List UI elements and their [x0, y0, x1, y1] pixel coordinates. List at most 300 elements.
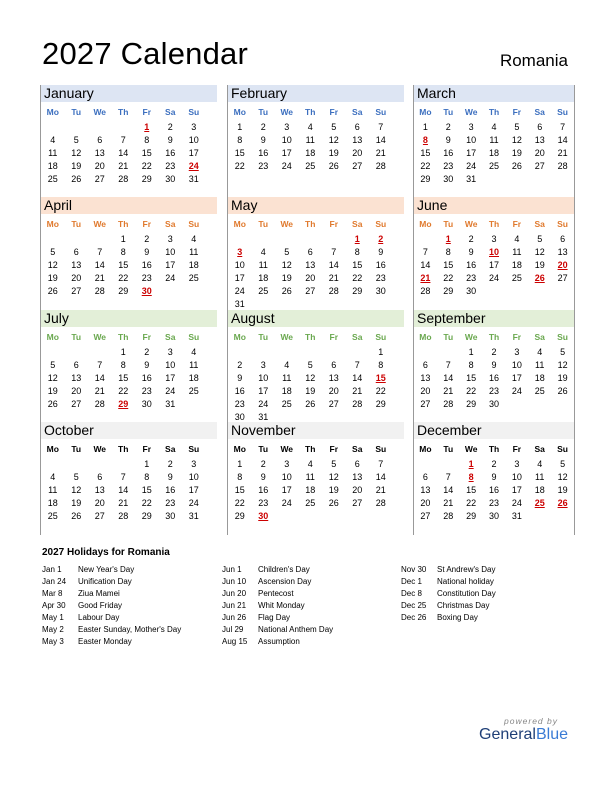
day-cell: 31: [258, 411, 269, 422]
day-cell: 27: [420, 398, 431, 409]
day-cell: 9: [237, 372, 243, 383]
week-row: [414, 146, 574, 159]
month-february: [228, 85, 404, 172]
day-cell: 1: [445, 233, 451, 244]
day-cell: 16: [375, 259, 386, 270]
page-title: 2027 Calendar: [42, 36, 248, 71]
day-cell: 28: [375, 497, 386, 508]
weekday-label: Mo: [233, 106, 246, 117]
day-cell: 18: [47, 497, 58, 508]
day-cell: 28: [375, 160, 386, 171]
day-cell: 10: [281, 134, 292, 145]
month-name: April: [41, 197, 217, 214]
day-cell: 10: [165, 246, 176, 257]
month-january: [41, 85, 217, 185]
weekday-label: Th: [305, 218, 316, 229]
holiday-entry: [222, 564, 333, 576]
weekday-label: Fr: [329, 443, 338, 454]
day-cell: 19: [557, 372, 568, 383]
day-cell: 31: [165, 398, 176, 409]
day-cell: 14: [352, 372, 363, 383]
day-cell: 24: [466, 160, 477, 171]
day-cell: 6: [97, 134, 103, 145]
weekday-label: Mo: [419, 443, 432, 454]
weekday-label: We: [93, 331, 107, 342]
day-cell: 24: [165, 272, 176, 283]
day-cell: 27: [328, 398, 339, 409]
month-september: [414, 310, 574, 410]
week-row: [41, 345, 217, 358]
day-cell: 13: [420, 484, 431, 495]
day-cell: 24: [165, 385, 176, 396]
day-cell: 12: [328, 471, 339, 482]
month-name: December: [414, 422, 574, 439]
day-cell: 3: [284, 458, 290, 469]
weekday-header: [41, 215, 217, 232]
day-cell: 25: [188, 385, 199, 396]
holiday-date: Apr 30: [42, 601, 66, 610]
holiday-date: Aug 15: [222, 637, 248, 646]
weekday-label: Tu: [258, 443, 269, 454]
day-cell: 26: [305, 398, 316, 409]
week-row: [41, 371, 217, 384]
day-cell: 2: [144, 233, 150, 244]
week-row: [228, 384, 404, 397]
day-cell: 29: [352, 285, 363, 296]
weekday-label: Fr: [142, 443, 151, 454]
weekday-label: We: [280, 443, 294, 454]
week-row: [41, 384, 217, 397]
day-cell: 29: [118, 398, 129, 409]
weekday-label: Fr: [329, 218, 338, 229]
holiday-name: Easter Sunday, Mother's Day: [78, 625, 182, 634]
day-cell: 26: [71, 510, 82, 521]
day-cell: 1: [468, 458, 474, 469]
holiday-date: Jun 1: [222, 565, 242, 574]
day-cell: 25: [489, 160, 500, 171]
week-row: [414, 232, 574, 245]
day-cell: 8: [237, 471, 243, 482]
day-cell: 18: [188, 259, 199, 270]
weekday-label: Mo: [46, 443, 59, 454]
day-cell: 14: [420, 259, 431, 270]
week-row: [414, 483, 574, 496]
weekday-label: We: [280, 331, 294, 342]
day-cell: 4: [307, 458, 313, 469]
day-cell: 30: [234, 411, 245, 422]
week-row: [414, 371, 574, 384]
day-cell: 7: [445, 471, 451, 482]
holidays-title: 2027 Holidays for Romania: [42, 547, 170, 558]
day-cell: 3: [514, 346, 520, 357]
holiday-entry: [42, 576, 181, 588]
weekday-label: Mo: [233, 443, 246, 454]
day-cell: 30: [375, 285, 386, 296]
day-cell: 27: [352, 160, 363, 171]
day-cell: 28: [443, 510, 454, 521]
weekday-header: [41, 103, 217, 120]
day-cell: 9: [167, 471, 173, 482]
day-cell: 23: [141, 272, 152, 283]
day-cell: 15: [234, 484, 245, 495]
day-cell: 19: [71, 497, 82, 508]
day-cell: 17: [165, 259, 176, 270]
day-cell: 10: [489, 246, 500, 257]
day-cell: 24: [281, 160, 292, 171]
holiday-entry: [222, 600, 333, 612]
day-cell: 3: [514, 458, 520, 469]
day-cell: 28: [328, 285, 339, 296]
day-cell: 20: [352, 147, 363, 158]
holiday-name: New Year's Day: [78, 565, 135, 574]
holiday-name: Children's Day: [258, 565, 310, 574]
holiday-name: Whit Monday: [258, 601, 305, 610]
week-row: [414, 496, 574, 509]
day-cell: 17: [511, 484, 522, 495]
day-cell: 18: [47, 160, 58, 171]
week-row: [414, 509, 574, 522]
day-cell: 14: [118, 147, 129, 158]
week-row: [41, 483, 217, 496]
week-row: [41, 159, 217, 172]
holiday-name: Good Friday: [78, 601, 123, 610]
day-cell: 6: [354, 458, 360, 469]
week-row: [41, 271, 217, 284]
day-cell: 15: [141, 484, 152, 495]
day-cell: 22: [234, 497, 245, 508]
week-row: [41, 133, 217, 146]
week-row: [41, 258, 217, 271]
day-cell: 27: [305, 285, 316, 296]
month-march: [414, 85, 574, 185]
day-cell: 17: [188, 147, 199, 158]
week-row: [228, 232, 404, 245]
weekday-label: Tu: [443, 331, 454, 342]
weekday-label: Su: [188, 331, 200, 342]
month-name: January: [41, 85, 217, 102]
day-cell: 4: [191, 346, 197, 357]
holiday-name: Ziua Mamei: [78, 589, 120, 598]
day-cell: 23: [258, 497, 269, 508]
holiday-entry: [222, 624, 333, 636]
weekday-label: We: [464, 218, 478, 229]
week-row: [414, 245, 574, 258]
weekday-label: Tu: [258, 106, 269, 117]
day-cell: 9: [378, 246, 384, 257]
day-cell: 12: [71, 147, 82, 158]
day-cell: 1: [237, 121, 243, 132]
day-cell: 2: [260, 121, 266, 132]
day-cell: 29: [420, 173, 431, 184]
day-cell: 12: [305, 372, 316, 383]
day-cell: 17: [281, 147, 292, 158]
day-cell: 10: [165, 359, 176, 370]
day-cell: 28: [94, 398, 105, 409]
day-cell: 23: [141, 385, 152, 396]
day-cell: 20: [557, 259, 568, 270]
weekday-label: Sa: [352, 443, 363, 454]
day-cell: 1: [468, 346, 474, 357]
day-cell: 16: [466, 259, 477, 270]
day-cell: 28: [443, 398, 454, 409]
week-row: [41, 457, 217, 470]
holiday-entry: [401, 612, 496, 624]
day-cell: 5: [50, 359, 56, 370]
day-cell: 30: [165, 173, 176, 184]
holiday-name: St Andrew's Day: [437, 565, 496, 574]
week-row: [228, 457, 404, 470]
weekday-label: Sa: [165, 331, 176, 342]
day-cell: 1: [237, 458, 243, 469]
day-cell: 14: [375, 471, 386, 482]
weekday-label: Su: [557, 331, 569, 342]
day-cell: 18: [305, 484, 316, 495]
weekday-label: Sa: [352, 218, 363, 229]
day-cell: 2: [167, 121, 173, 132]
day-cell: 10: [188, 134, 199, 145]
day-cell: 22: [352, 272, 363, 283]
weekday-label: Mo: [419, 218, 432, 229]
day-cell: 22: [443, 272, 454, 283]
day-cell: 13: [305, 259, 316, 270]
weekday-label: Th: [118, 331, 129, 342]
day-cell: 7: [422, 246, 428, 257]
day-cell: 16: [258, 484, 269, 495]
holiday-entry: [401, 564, 496, 576]
day-cell: 11: [48, 484, 58, 495]
weekday-label: Su: [557, 106, 569, 117]
day-cell: 1: [354, 233, 360, 244]
day-cell: 7: [120, 134, 126, 145]
day-cell: 5: [50, 246, 56, 257]
month-name: July: [41, 310, 217, 327]
day-cell: 14: [443, 372, 454, 383]
day-cell: 11: [258, 259, 268, 270]
day-cell: 29: [375, 398, 386, 409]
day-cell: 1: [422, 121, 428, 132]
day-cell: 26: [557, 385, 568, 396]
day-cell: 28: [118, 173, 129, 184]
day-cell: 31: [234, 298, 245, 309]
week-row: [228, 271, 404, 284]
day-cell: 13: [328, 372, 339, 383]
day-cell: 29: [443, 285, 454, 296]
day-cell: 15: [118, 372, 129, 383]
week-row: [414, 470, 574, 483]
weekday-label: Fr: [512, 218, 522, 229]
day-cell: 16: [443, 147, 454, 158]
day-cell: 19: [511, 147, 522, 158]
day-cell: 5: [560, 458, 566, 469]
holiday-date: Dec 25: [401, 601, 427, 610]
day-cell: 19: [328, 147, 339, 158]
day-cell: 2: [260, 458, 266, 469]
day-cell: 14: [94, 372, 105, 383]
weekday-label: Sa: [352, 106, 363, 117]
day-cell: 9: [491, 359, 497, 370]
day-cell: 30: [489, 398, 500, 409]
day-cell: 7: [97, 359, 103, 370]
day-cell: 26: [328, 160, 339, 171]
week-row: [41, 397, 217, 410]
day-cell: 4: [537, 458, 543, 469]
day-cell: 26: [534, 272, 545, 283]
week-row: [414, 172, 574, 185]
day-cell: 18: [305, 147, 316, 158]
day-cell: 15: [141, 147, 152, 158]
day-cell: 2: [167, 458, 173, 469]
day-cell: 19: [305, 385, 316, 396]
day-cell: 27: [352, 497, 363, 508]
weekday-label: Tu: [71, 331, 82, 342]
day-cell: 28: [420, 285, 431, 296]
day-cell: 15: [352, 259, 363, 270]
day-cell: 2: [144, 346, 150, 357]
day-cell: 6: [422, 471, 428, 482]
day-cell: 11: [305, 471, 315, 482]
day-cell: 12: [557, 471, 568, 482]
day-cell: 3: [191, 458, 197, 469]
day-cell: 4: [284, 359, 290, 370]
month-july: [41, 310, 217, 410]
day-cell: 21: [557, 147, 568, 158]
day-cell: 18: [534, 484, 545, 495]
day-cell: 12: [534, 246, 545, 257]
week-row: [41, 172, 217, 185]
day-cell: 6: [422, 359, 428, 370]
weekday-label: We: [280, 106, 294, 117]
holiday-entry: [42, 636, 181, 648]
holiday-column: [42, 564, 181, 648]
day-cell: 28: [352, 398, 363, 409]
day-cell: 13: [71, 259, 82, 270]
month-april: [41, 197, 217, 297]
holiday-name: Assumption: [258, 637, 300, 646]
day-cell: 15: [375, 372, 386, 383]
day-cell: 3: [191, 121, 197, 132]
day-cell: 26: [281, 285, 292, 296]
week-row: [414, 284, 574, 297]
weekday-label: Mo: [46, 331, 59, 342]
day-cell: 8: [120, 359, 126, 370]
day-cell: 17: [165, 372, 176, 383]
weekday-label: Su: [557, 218, 569, 229]
day-cell: 23: [258, 160, 269, 171]
day-cell: 3: [167, 346, 173, 357]
day-cell: 30: [443, 173, 454, 184]
weekday-header: [414, 440, 574, 457]
week-row: [41, 509, 217, 522]
day-cell: 7: [120, 471, 126, 482]
day-cell: 17: [258, 385, 269, 396]
country-label: Romania: [499, 51, 568, 70]
day-cell: 4: [191, 233, 197, 244]
day-cell: 2: [491, 346, 497, 357]
day-cell: 18: [489, 147, 500, 158]
day-cell: 11: [512, 246, 522, 257]
holiday-date: May 1: [42, 613, 64, 622]
day-cell: 10: [281, 471, 292, 482]
day-cell: 8: [468, 359, 474, 370]
day-cell: 16: [141, 372, 152, 383]
month-name: November: [228, 422, 404, 439]
day-cell: 23: [375, 272, 386, 283]
week-row: [414, 457, 574, 470]
day-cell: 29: [141, 510, 152, 521]
day-cell: 13: [352, 471, 363, 482]
holiday-name: Flag Day: [258, 613, 291, 622]
day-cell: 18: [281, 385, 292, 396]
day-cell: 13: [94, 484, 105, 495]
day-cell: 5: [331, 458, 337, 469]
weekday-header: [228, 328, 404, 345]
weekday-label: Mo: [233, 218, 246, 229]
day-cell: 10: [466, 134, 477, 145]
holiday-date: Jan 1: [42, 565, 62, 574]
day-cell: 18: [258, 272, 269, 283]
day-cell: 21: [443, 385, 454, 396]
day-cell: 12: [281, 259, 292, 270]
day-cell: 5: [514, 121, 520, 132]
holiday-date: Jul 29: [222, 625, 244, 634]
day-cell: 9: [144, 359, 150, 370]
day-cell: 11: [189, 359, 199, 370]
weekday-label: We: [93, 443, 107, 454]
day-cell: 3: [260, 359, 266, 370]
day-cell: 21: [443, 497, 454, 508]
weekday-label: Su: [188, 106, 200, 117]
day-cell: 8: [144, 134, 150, 145]
day-cell: 22: [234, 160, 245, 171]
day-cell: 30: [165, 510, 176, 521]
day-cell: 30: [258, 510, 269, 521]
week-row: [228, 470, 404, 483]
day-cell: 3: [468, 121, 474, 132]
day-cell: 6: [73, 246, 79, 257]
weekday-label: Th: [488, 106, 500, 117]
week-row: [41, 120, 217, 133]
weekday-label: Sa: [534, 443, 545, 454]
day-cell: 3: [491, 233, 497, 244]
holiday-entry: [42, 564, 181, 576]
day-cell: 7: [560, 121, 566, 132]
weekday-label: Fr: [142, 106, 151, 117]
weekday-label: We: [464, 106, 478, 117]
holiday-date: Jun 10: [222, 577, 247, 586]
holiday-date: Jun 21: [222, 601, 247, 610]
day-cell: 27: [420, 510, 431, 521]
day-cell: 11: [489, 134, 499, 145]
day-cell: 21: [328, 272, 339, 283]
week-row: [41, 284, 217, 297]
day-cell: 22: [141, 160, 152, 171]
day-cell: 8: [144, 471, 150, 482]
weekday-label: We: [93, 218, 107, 229]
day-cell: 2: [468, 233, 474, 244]
day-cell: 24: [234, 285, 245, 296]
day-cell: 1: [120, 233, 126, 244]
week-row: [41, 358, 217, 371]
day-cell: 13: [534, 134, 545, 145]
day-cell: 22: [466, 385, 477, 396]
weekday-label: Th: [488, 218, 500, 229]
day-cell: 3: [167, 233, 173, 244]
day-cell: 19: [281, 272, 292, 283]
day-cell: 16: [165, 147, 176, 158]
holiday-name: National holiday: [437, 577, 494, 586]
day-cell: 8: [354, 246, 360, 257]
weekday-label: Su: [557, 443, 569, 454]
